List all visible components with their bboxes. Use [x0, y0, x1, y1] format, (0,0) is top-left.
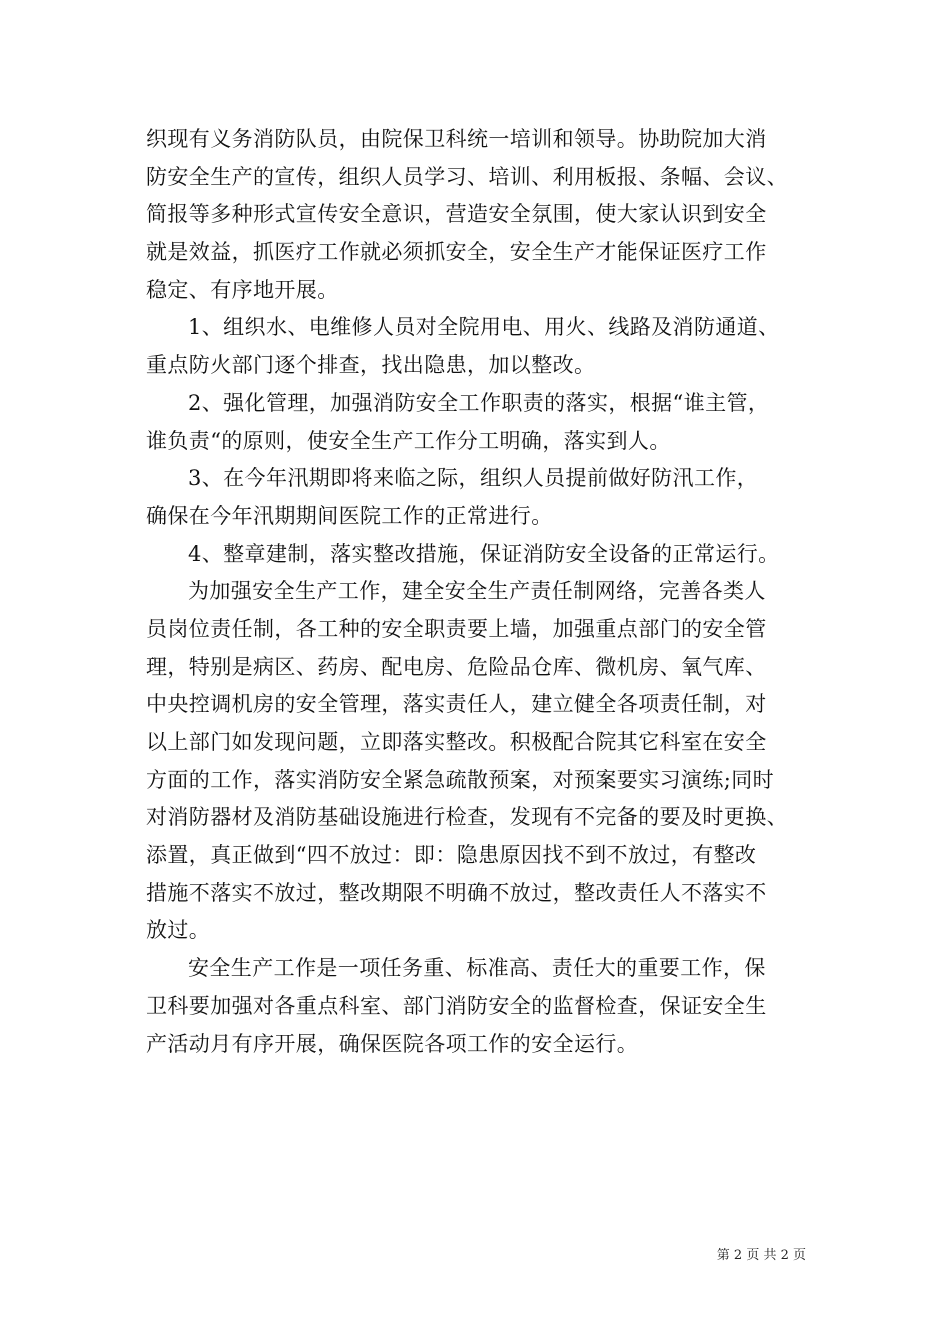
text-line: 简报等多种形式宣传安全意识，营造安全氛围，使大家认识到安全 [146, 202, 767, 227]
text-line: 对消防器材及消防基础设施进行检查，发现有不完备的要及时更换、 [146, 805, 788, 830]
text-line: 谁负责“的原则，使安全生产工作分工明确，落实到人。 [146, 428, 671, 453]
text-line: 确保在今年汛期期间医院工作的正常进行。 [146, 503, 553, 528]
text-line: 4、整章建制，落实整改措施，保证消防安全设备的正常运行。 [188, 541, 780, 566]
text-line: 员岗位责任制，各工种的安全职责要上墙，加强重点部门的安全管 [146, 616, 767, 641]
document-body [146, 121, 822, 1063]
text-line: 卫科要加强对各重点科室、部门消防安全的监督检查，保证安全生 [146, 993, 767, 1018]
text-line: 措施不落实不放过，整改期限不明确不放过，整改责任人不落实不 [146, 880, 767, 905]
text-line: 放过。 [146, 918, 211, 943]
page-number-footer: 第 2 页 共 2 页 [716, 1248, 806, 1263]
text-line: 1、组织水、电维修人员对全院用电、用火、线路及消防通道、 [188, 315, 780, 340]
text-line: 方面的工作，落实消防安全紧急疏散预案，对预案要实习演练;同时 [146, 767, 775, 792]
text-line: 安全生产工作是一项任务重、标准高、责任大的重要工作，保 [188, 956, 766, 981]
text-line: 就是效益，抓医疗工作就必须抓安全，安全生产才能保证医疗工作 [146, 240, 767, 265]
text-line: 织现有义务消防队员，由院保卫科统一培训和领导。协助院加大消 [146, 127, 767, 151]
text-line: 重点防火部门逐个排查，找出隐患，加以整改。 [146, 353, 596, 378]
text-line: 产活动月有序开展，确保医院各项工作的安全运行。 [146, 1031, 639, 1056]
text-line: 中央控调机房的安全管理，落实责任人，建立健全各项责任制，对 [146, 692, 767, 717]
text-line: 稳定、有序地开展。 [146, 277, 339, 302]
text-line: 添置，真正做到“四不放过：即：隐患原因找不到不放过，有整改 [146, 843, 757, 868]
text-line: 防安全生产的宣传，组织人员学习、培训、利用板报、条幅、会议、 [146, 164, 788, 189]
text-line: 以上部门如发现问题，立即落实整改。积极配合院其它科室在安全 [146, 730, 767, 754]
text-line: 3、在今年汛期即将来临之际，组织人员提前做好防汛工作， [188, 466, 759, 491]
text-line: 2、强化管理，加强消防安全工作职责的落实，根据“谁主管， [188, 390, 770, 415]
text-line: 为加强安全生产工作，建全安全生产责任制网络，完善各类人 [188, 579, 766, 604]
text-line: 理，特别是病区、药房、配电房、危险品仓库、微机房、氧气库、 [146, 654, 767, 679]
